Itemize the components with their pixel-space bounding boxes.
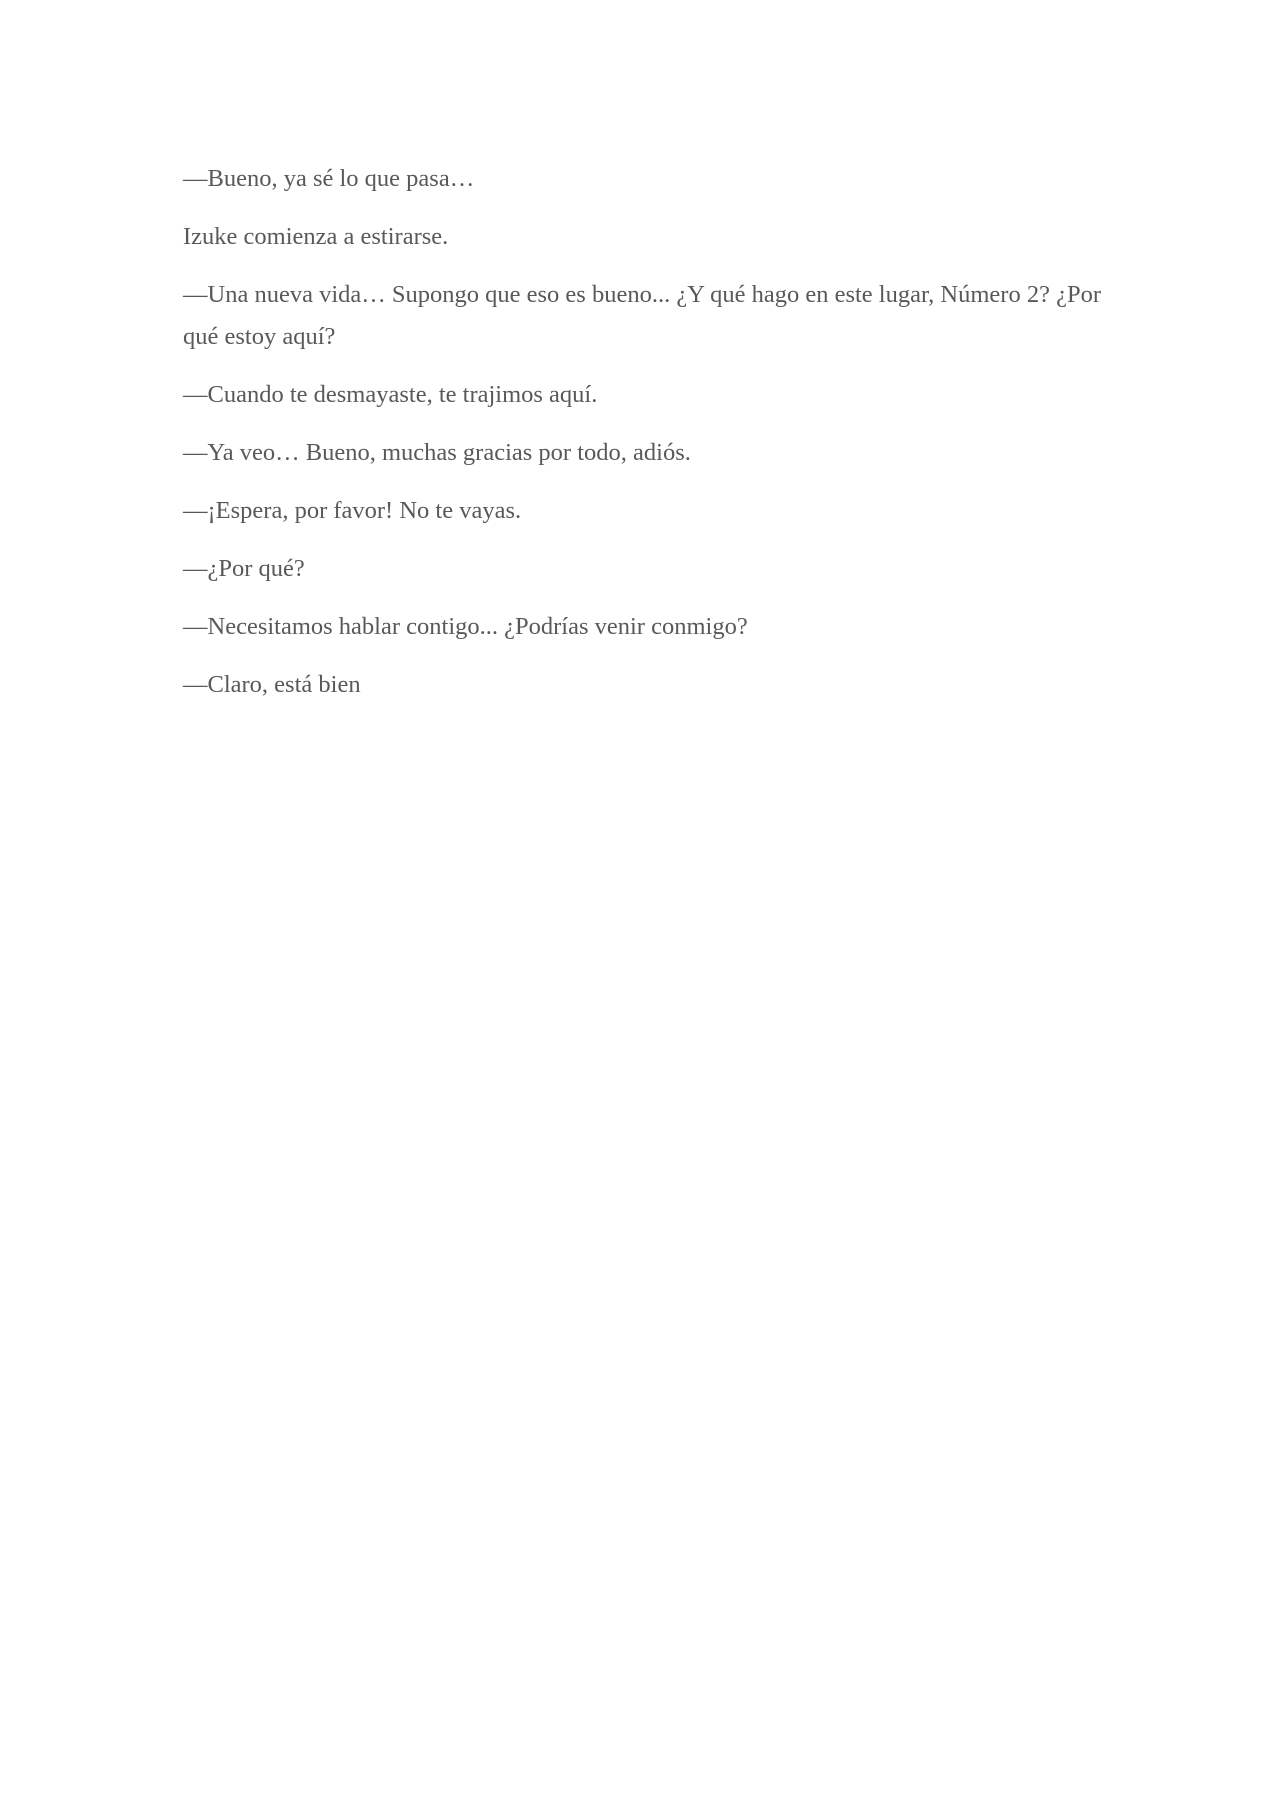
paragraph: —Bueno, ya sé lo que pasa… bbox=[183, 165, 475, 192]
paragraph: —¡Espera, por favor! No te vayas. bbox=[183, 497, 522, 524]
paragraph: —¿Por qué? bbox=[183, 555, 305, 582]
paragraph: —Ya veo… Bueno, muchas gracias por todo, adiós. bbox=[183, 439, 691, 466]
paragraph: —Claro, está bien bbox=[183, 671, 361, 698]
paragraph: —Cuando te desmayaste, te trajimos aquí. bbox=[183, 381, 598, 408]
paragraph: —Una nueva vida… Supongo que eso es bueno... ¿Y qué hago en este lugar, Número 2? ¿Por qué estoy aquí? bbox=[183, 281, 1101, 350]
paragraph: Izuke comienza a estirarse. bbox=[183, 223, 449, 250]
paragraph: —Necesitamos hablar contigo... ¿Podrías venir conmigo? bbox=[183, 613, 748, 640]
document-body bbox=[183, 158, 1103, 722]
